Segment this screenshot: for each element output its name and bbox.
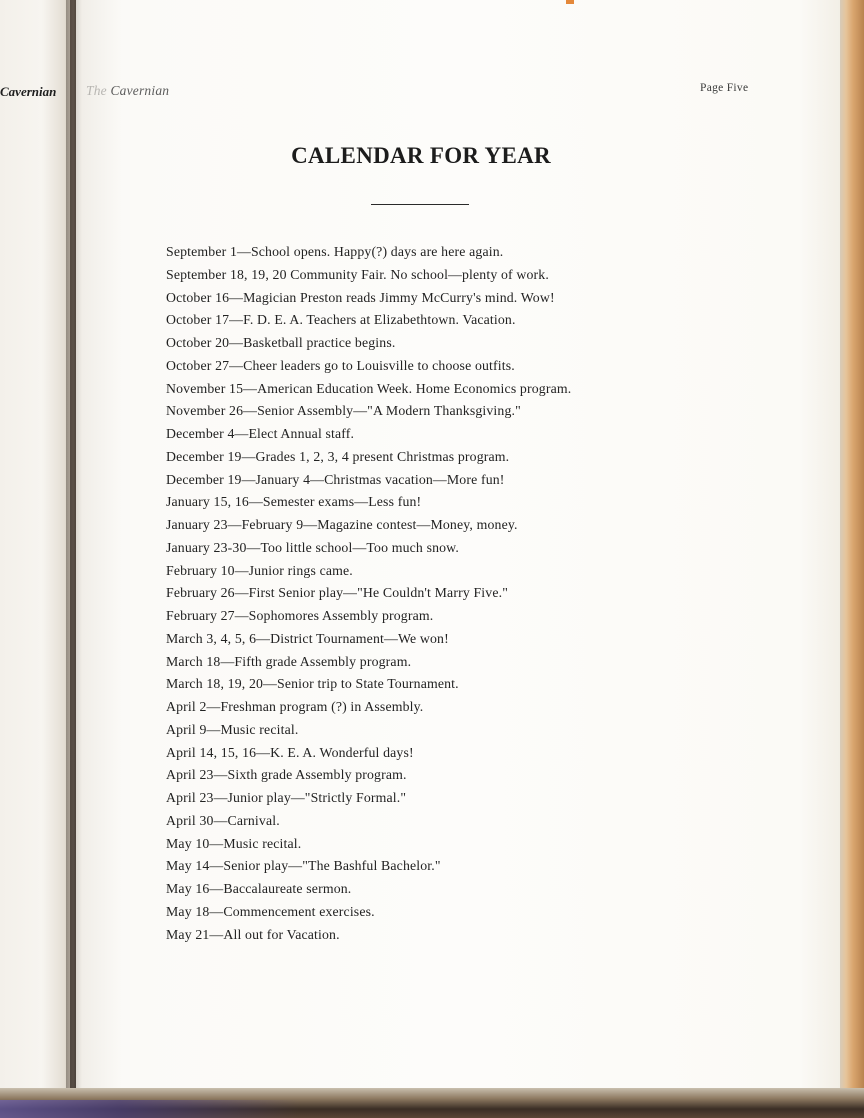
calendar-entry: April 23—Sixth grade Assembly program. (166, 767, 407, 783)
previous-page (0, 0, 70, 1098)
calendar-entry: December 19—Grades 1, 2, 3, 4 present Christmas program. (166, 448, 510, 464)
calendar-entry: October 27—Cheer leaders go to Louisville to choose outfits. (166, 357, 515, 373)
calendar-entry: May 18—Commencement exercises. (166, 903, 375, 919)
calendar-entry: December 19—January 4—Christmas vacation—More fun! (166, 471, 505, 487)
calendar-entry: May 16—Baccalaureate sermon. (166, 881, 352, 896)
calendar-entry: November 15—American Education Week. Home Economics program. (166, 380, 572, 396)
calendar-list (166, 241, 571, 946)
calendar-entry: October 17—F. D. E. A. Teachers at Elizabethtown. Vacation. (166, 312, 516, 328)
calendar-entry: January 23-30—Too little school—Too much snow. (166, 539, 460, 555)
running-head-title: Cavernian (110, 83, 170, 98)
calendar-entry: March 18, 19, 20—Senior trip to State Tournament. (166, 676, 459, 692)
page-number: Page Five (700, 82, 749, 94)
calendar-entry: February 10—Junior rings came. (166, 562, 353, 578)
top-edge-mark (566, 0, 574, 4)
running-head-faint-word: The (86, 83, 107, 98)
calendar-entry: September 18, 19, 20 Community Fair. No school—plenty of work. (166, 266, 549, 282)
calendar-entry: January 15, 16—Semester exams—Less fun! (166, 494, 422, 510)
calendar-entry: November 26—Senior Assembly—"A Modern Thanksgiving." (166, 403, 521, 419)
calendar-entry: February 27—Sophomores Assembly program. (166, 608, 434, 623)
calendar-entry: January 23—February 9—Magazine contest—Money, money. (166, 517, 518, 532)
calendar-entry: May 14—Senior play—"The Bashful Bachelor." (166, 858, 441, 874)
page (76, 0, 846, 1098)
calendar-entry: December 4—Elect Annual staff. (166, 426, 355, 441)
page-edge-right (840, 0, 864, 1118)
calendar-entry: April 23—Junior play—"Strictly Formal." (166, 790, 407, 805)
gutter-shadow (66, 0, 82, 1098)
calendar-entry: October 20—Basketball practice begins. (166, 335, 396, 350)
cover-edge (0, 1100, 300, 1118)
calendar-entry: March 3, 4, 5, 6—District Tournament—We won! (166, 630, 449, 646)
calendar-entry: April 9—Music recital. (166, 721, 299, 737)
calendar-entry: September 1—School opens. Happy(?) days are here again. (166, 244, 504, 259)
calendar-entry: March 18—Fifth grade Assembly program. (166, 653, 412, 669)
calendar-entry: April 30—Carnival. (166, 812, 280, 828)
previous-page-running-head: Cavernian (0, 84, 57, 99)
page-title: CALENDAR FOR YEAR (291, 143, 551, 168)
title-rule (371, 204, 469, 205)
calendar-entry: October 16—Magician Preston reads Jimmy McCurry's mind. Wow! (166, 289, 555, 305)
running-head (86, 83, 169, 99)
calendar-entry: May 10—Music recital. (166, 835, 302, 851)
calendar-entry: May 21—All out for Vacation. (166, 926, 340, 942)
calendar-entry: April 2—Freshman program (?) in Assembly. (166, 699, 424, 714)
calendar-entry: April 14, 15, 16—K. E. A. Wonderful days! (166, 744, 414, 760)
calendar-entry: February 26—First Senior play—"He Couldn't Marry Five." (166, 585, 508, 601)
